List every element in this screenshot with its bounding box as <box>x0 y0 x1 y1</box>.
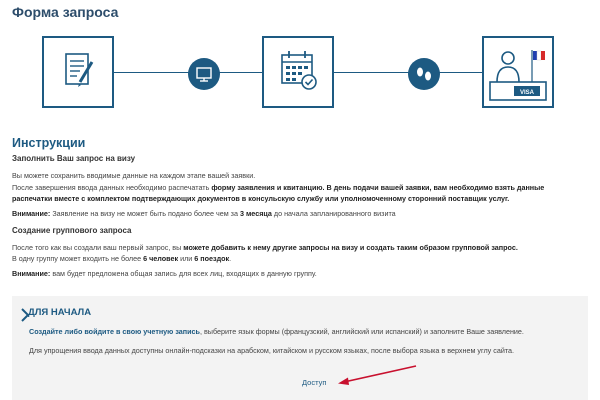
group-warning-text: Внимание: вам будет предложена общая запись для всех лиц, входящих в данную группу. <box>12 269 317 278</box>
group-request-heading: Создание группового запроса <box>12 226 132 235</box>
step-appointment <box>262 36 334 108</box>
fill-request-heading: Заполнить Ваш запрос на визу <box>12 154 136 163</box>
step-fill-form <box>42 36 114 108</box>
getting-started-title: ДЛЯ НАЧАЛА <box>28 307 92 318</box>
group-request-text: После того как вы создали ваш первый запрос, вы можете добавить к нему другие запросы на визу и создать таким образом групповой запрос. В одну группу может входить не более 6 человек или 6 поездок. <box>12 243 518 263</box>
process-steps <box>0 36 600 116</box>
access-link[interactable]: Доступ <box>302 378 327 387</box>
computer-monitor-icon <box>188 58 220 90</box>
document-edit-icon <box>44 38 112 106</box>
visa-sign-text: VISA <box>519 89 535 96</box>
red-pointer-arrow <box>330 362 420 392</box>
print-instructions-text: После завершения ввода данных необходимо распечатать форму заявления и квитанцию. В день подачи вашей заявки, вам необходимо взять данные распечатки вместе с комплектом подтверждающих документов в консульскую службу или уполномоченному сторонний поставщик услуг. <box>12 183 545 203</box>
save-data-text: Вы можете сохранить вводимые данные на каждом этапе вашей заявки. <box>12 171 256 180</box>
getting-started-panel <box>12 296 588 400</box>
create-account-link[interactable]: Создайте либо войдите в свою учетную запись <box>29 327 200 336</box>
visa-desk-icon <box>484 38 552 106</box>
create-account-text: Создайте либо войдите в свою учетную запись, выберите язык формы (французский, английский или испанский) и заполните Ваше заявление. <box>29 327 524 336</box>
instructions-title: Инструкции <box>12 136 86 150</box>
page-title: Форма запроса <box>12 4 119 20</box>
online-hints-text: Для упрощения ввода данных доступны онлайн-подсказки на арабском, китайском и русском языках, после выбора языка в верхнем углу сайта. <box>29 346 515 355</box>
calendar-check-icon <box>264 38 332 106</box>
warning-3-months: Внимание: Заявление на визу не может быть подано более чем за 3 месяца до начала запланированного визита <box>12 209 396 218</box>
step-visa-center <box>482 36 554 108</box>
footsteps-icon <box>408 58 440 90</box>
